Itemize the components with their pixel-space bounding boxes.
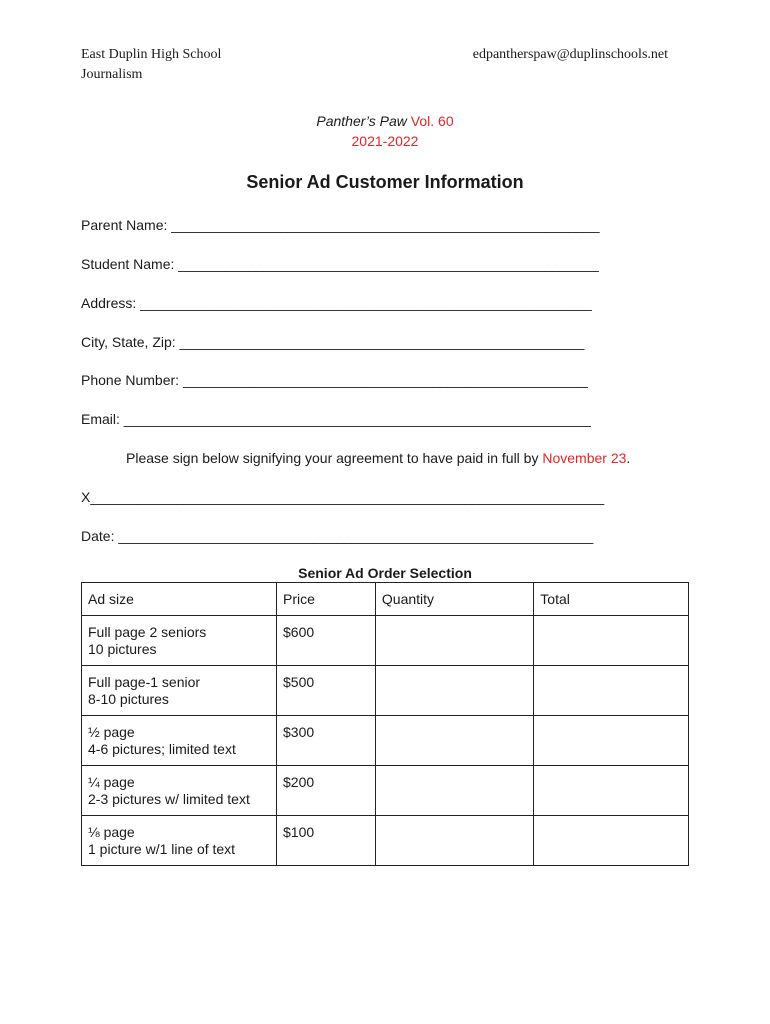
price-cell: $600 <box>277 616 376 666</box>
price-cell: $500 <box>277 666 376 716</box>
publication-name: Panther’s Paw <box>316 113 407 129</box>
quantity-cell[interactable] <box>375 816 533 866</box>
ad-size-cell <box>82 616 277 666</box>
signature-field[interactable]: X__________________________________________________________________ <box>81 489 605 505</box>
address-field[interactable]: Address: __________________________________________________________ <box>81 295 592 311</box>
school-name: East Duplin High School <box>81 47 222 62</box>
ad-size-detail: 10 pictures <box>88 641 157 657</box>
agreement-text <box>126 449 630 467</box>
table-row <box>82 716 689 766</box>
header-ad-size: Ad size <box>82 583 277 616</box>
order-table-title: Senior Ad Order Selection <box>298 565 472 581</box>
page-title: Senior Ad Customer Information <box>246 172 524 192</box>
table-row <box>82 616 689 666</box>
price-cell: $300 <box>277 716 376 766</box>
agreement-deadline: November 23 <box>542 450 627 466</box>
ad-size-cell <box>82 816 277 866</box>
total-cell[interactable] <box>534 816 689 866</box>
phone-number-field[interactable]: Phone Number: ____________________________________________________ <box>81 372 588 388</box>
price-cell: $200 <box>277 766 376 816</box>
ad-size-detail: 1 picture w/1 line of text <box>88 841 236 857</box>
table-row <box>82 816 689 866</box>
ad-size-detail: 8-10 pictures <box>88 691 169 707</box>
publication-year: 2021-2022 <box>351 133 419 149</box>
publication-volume: Vol. 60 <box>410 113 454 129</box>
student-name-field[interactable]: Student Name: ______________________________________________________ <box>81 256 599 272</box>
header-price: Price <box>277 583 376 616</box>
total-cell[interactable] <box>534 666 689 716</box>
parent-name-field[interactable]: Parent Name: _______________________________________________________ <box>81 217 600 233</box>
header-quantity: Quantity <box>375 583 533 616</box>
order-table <box>81 582 689 866</box>
quantity-cell[interactable] <box>375 666 533 716</box>
total-cell[interactable] <box>534 616 689 666</box>
agreement-statement: Please sign below signifying your agreement to have paid in full by <box>126 450 543 466</box>
ad-size-detail: 2-3 pictures w/ limited text <box>88 791 250 807</box>
ad-size-cell <box>82 716 277 766</box>
quantity-cell[interactable] <box>375 716 533 766</box>
ad-size-name: ⅛ page <box>88 824 135 840</box>
email-field[interactable]: Email: ____________________________________________________________ <box>81 411 591 427</box>
total-cell[interactable] <box>534 716 689 766</box>
quantity-cell[interactable] <box>375 616 533 666</box>
table-row <box>82 666 689 716</box>
table-header-row <box>82 583 689 616</box>
price-cell: $100 <box>277 816 376 866</box>
quantity-cell[interactable] <box>375 766 533 816</box>
total-cell[interactable] <box>534 766 689 816</box>
department-name: Journalism <box>81 67 143 82</box>
city-state-zip-field[interactable]: City, State, Zip: ____________________________________________________ <box>81 334 585 350</box>
ad-size-name: ¼ page <box>88 774 135 790</box>
publication-line <box>0 112 770 130</box>
ad-size-detail: 4-6 pictures; limited text <box>88 741 236 757</box>
header-total: Total <box>534 583 689 616</box>
date-field[interactable]: Date: _____________________________________________________________ <box>81 528 594 544</box>
ad-size-name: Full page-1 senior <box>88 674 201 690</box>
ad-size-cell <box>82 766 277 816</box>
table-row <box>82 766 689 816</box>
contact-email[interactable]: edpantherspaw@duplinschools.net <box>472 47 668 62</box>
agreement-period: . <box>626 450 631 466</box>
ad-size-name: ½ page <box>88 724 135 740</box>
ad-size-cell <box>82 666 277 716</box>
ad-size-name: Full page 2 seniors <box>88 624 207 640</box>
